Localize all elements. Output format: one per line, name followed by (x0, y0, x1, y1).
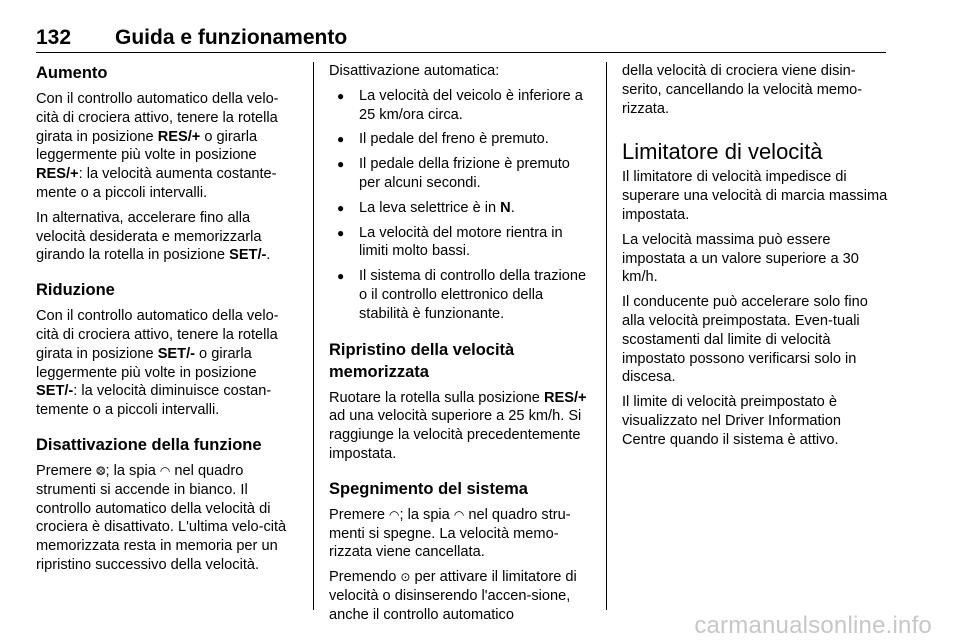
column-3 (622, 62, 888, 456)
text: nel quadro strumenti si accende in bianco. Il controllo automatico della velocità di crociera è disattivato. L'ultima velo-cità memorizzata resta in memoria per un ripristino successivo della velocità. (36, 462, 287, 573)
heading-spegnimento: Spegnimento del sistema (329, 479, 528, 498)
column-divider (313, 62, 314, 610)
cruise-control-icon: ◠ (159, 463, 171, 478)
paragraph: La velocità massima può essere impostata a un valore superiore a 30 km/h. (622, 231, 859, 286)
paragraph (36, 209, 298, 265)
paragraph: Il limitatore di velocità impedisce di superare una velocità di marcia massima impostata. (622, 169, 888, 223)
list-item: ● Il pedale della frizione è premuto per alcuni secondi. (329, 155, 593, 193)
text: . (266, 247, 271, 264)
text: In alternativa, accelerare fino alla velocità desiderata e memorizzarla girando la rotella in posizione (36, 209, 262, 264)
bold-text: N (500, 199, 511, 216)
bold-text: RES/+ (157, 128, 201, 145)
bold-text: SET/- (229, 247, 267, 264)
list-item: ● La velocità del motore rientra in limiti molto bassi. (329, 224, 593, 262)
heading-riduzione: Riduzione (36, 281, 115, 300)
paragraph (329, 568, 593, 624)
bullet-list (329, 87, 593, 324)
text: . (510, 199, 515, 216)
paragraph (329, 506, 593, 562)
text: o girarla leggermente più volte in posizione (36, 128, 258, 164)
heading-ripristino: Ripristino della velocità memorizzata (329, 340, 515, 381)
list-item: ● Il sistema di controllo della trazione o il controllo elettronico della stabilità è funzionante. (329, 267, 593, 323)
text: La leva selettrice è in (359, 199, 501, 216)
paragraph (36, 307, 298, 420)
column-1 (36, 62, 298, 581)
text: Ruotare la rotella sulla posizione (329, 389, 544, 406)
column-divider (606, 62, 607, 610)
paragraph (36, 90, 298, 203)
watermark: carmanualsonline.info (694, 612, 932, 639)
cruise-control-icon: ◠ (453, 507, 465, 522)
text: per attivare il limitatore di velocità o disinserendo l'accen-sione, anche il controllo automatico (329, 569, 577, 623)
text: ; la spia (399, 506, 454, 523)
list-item: ● La velocità del veicolo è inferiore a 25 km/ora circa. (329, 87, 593, 125)
list-item: ● Il pedale del freno è premuto. (329, 130, 593, 149)
text: Con il controllo automatico della velo-cità di crociera attivo, tenere la rotella girata in posizione (36, 308, 279, 362)
text: Premere (36, 462, 97, 479)
heading-limitatore: Limitatore di velocità (622, 139, 823, 165)
bold-text: SET/- (36, 383, 74, 400)
paragraph: Disattivazione automatica: (329, 63, 500, 79)
paragraph: della velocità di crociera viene disin-serito, cancellando la velocità memo-rizzata. (622, 63, 863, 117)
text: Con il controllo automatico della velo-cità di crociera attivo, tenere la rotella girata in posizione (36, 91, 279, 145)
text: : la velocità diminuisce costan-temente o a piccoli intervalli. (36, 383, 272, 419)
heading-aumento: Aumento (36, 64, 108, 82)
text: Premendo (329, 569, 401, 586)
text: ; la spia (105, 462, 160, 479)
list-item (329, 199, 593, 218)
heading-disattivazione: Disattivazione della funzione (36, 435, 262, 454)
text: Premere (329, 506, 390, 523)
text: o girarla leggermente più volte in posizione (36, 345, 257, 381)
paragraph: Il limite di velocità preimpostato è visualizzato nel Driver Information Centre quando il sistema è attivo. (622, 394, 841, 448)
paragraph (329, 389, 593, 464)
cruise-control-off-icon: ⨷ (96, 463, 106, 478)
bold-text: SET/- (157, 345, 195, 362)
text: : la velocità aumenta costante-mente o a piccoli intervalli. (36, 166, 277, 201)
speed-limiter-icon: ⊙ (400, 570, 411, 585)
column-2 (329, 62, 593, 631)
paragraph: Il conducente può accelerare solo fino alla velocità preimpostata. Even-tuali scostamenti dal limite di velocità impostato possono verificarsi solo in discesa. (622, 294, 868, 386)
cruise-control-icon: ◠ (389, 507, 400, 522)
page-number: 132 (36, 26, 72, 49)
page-header (36, 22, 886, 53)
text: ad una velocità superiore a 25 km/h. Si raggiunge la velocità precedentemente impostata. (329, 408, 582, 462)
text: nel quadro stru-menti si spegne. La velocità memo-rizzata viene cancellata. (329, 506, 571, 561)
bold-text: RES/+ (543, 389, 587, 406)
section-title: Guida e funzionamento (115, 26, 348, 49)
bold-text: RES/+ (36, 166, 79, 183)
paragraph (36, 462, 298, 575)
